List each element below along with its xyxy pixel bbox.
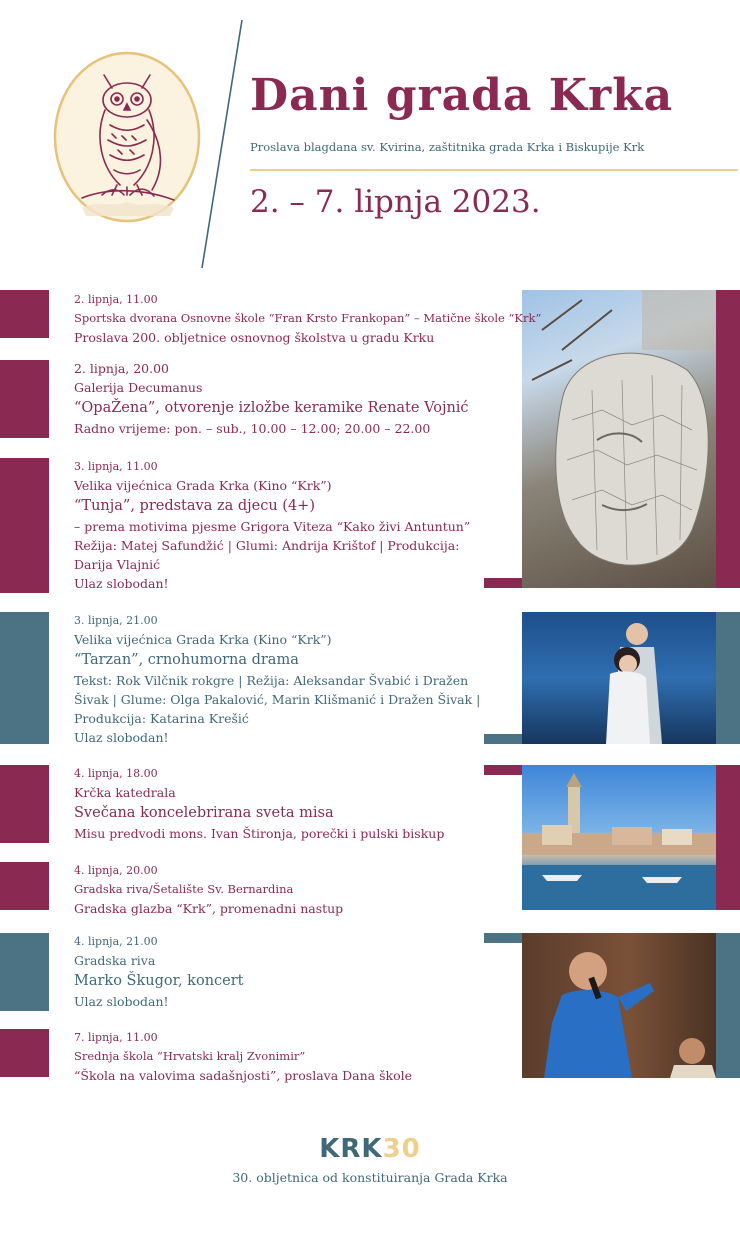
date-range: 2. – 7. lipnja 2023. bbox=[250, 184, 541, 220]
event-date: 2. lipnja, 20.00 bbox=[74, 361, 170, 376]
accent-line bbox=[484, 734, 522, 744]
event-detail: Misu predvodi mons. Ivan Štironja, porečki i pulski biskup bbox=[74, 826, 445, 841]
event-title: Gradska glazba “Krk”, promenadni nastup bbox=[74, 901, 344, 916]
left-bar bbox=[0, 458, 49, 593]
left-bar bbox=[0, 862, 49, 910]
event-detail: Ulaz slobodan! bbox=[74, 576, 169, 591]
logo-number: 30 bbox=[382, 1134, 421, 1164]
event-7 bbox=[74, 932, 244, 1011]
event-title: “Tunja”, predstava za djecu (4+) bbox=[74, 498, 315, 514]
footer-caption: 30. obljetnica od konstituiranja Grada Krka bbox=[232, 1170, 508, 1185]
event-3 bbox=[74, 457, 470, 593]
event-detail: Ulaz slobodan! bbox=[74, 730, 169, 745]
event-8 bbox=[74, 1028, 412, 1085]
marko-skugor-concert-photo bbox=[522, 933, 716, 1078]
tarzan-theatre-photo bbox=[522, 612, 716, 744]
event-detail: – prema motivima pjesme Grigora Viteza “Kako živi Antuntun” bbox=[74, 519, 471, 534]
event-2 bbox=[74, 359, 469, 438]
event-place: Krčka katedrala bbox=[74, 785, 176, 800]
event-place: Velika vijećnica Grada Krka (Kino “Krk”) bbox=[74, 632, 332, 647]
logo-letters: KRK bbox=[319, 1134, 383, 1164]
event-date: 3. lipnja, 21.00 bbox=[74, 614, 158, 627]
event-place: Gradska riva bbox=[74, 953, 156, 968]
left-bar bbox=[0, 612, 49, 744]
event-detail: Ulaz slobodan! bbox=[74, 994, 169, 1009]
ceramic-head-photo bbox=[522, 290, 716, 588]
right-bar bbox=[716, 765, 740, 910]
accent-line bbox=[484, 933, 522, 943]
event-detail: Režija: Matej Safundžić | Glumi: Andrija Krištof | Produkcija: bbox=[74, 538, 460, 553]
left-bar bbox=[0, 1029, 49, 1077]
accent-line bbox=[484, 578, 522, 588]
event-place: Sportska dvorana Osnovne škole “Fran Krsto Frankopan” – Matične škole “Krk” bbox=[74, 311, 542, 325]
event-6 bbox=[74, 861, 343, 918]
event-1 bbox=[74, 290, 541, 347]
event-place: Galerija Decumanus bbox=[74, 380, 203, 395]
event-detail: Darija Vlajnić bbox=[74, 557, 161, 572]
event-title: “Škola na valovima sadašnjosti”, proslava Dana škole bbox=[74, 1068, 413, 1083]
event-title: Marko Škugor, koncert bbox=[74, 973, 244, 989]
gold-rule bbox=[250, 169, 738, 171]
right-bar bbox=[716, 933, 740, 1078]
event-5 bbox=[74, 764, 444, 843]
right-bar bbox=[716, 612, 740, 744]
event-date: 4. lipnja, 20.00 bbox=[74, 864, 158, 877]
event-title: Svečana koncelebrirana sveta misa bbox=[74, 805, 334, 821]
event-detail: Tekst: Rok Vilčnik rokgre | Režija: Aleksandar Švabić i Dražen bbox=[74, 673, 469, 688]
event-date: 4. lipnja, 21.00 bbox=[74, 935, 158, 948]
event-detail: Produkcija: Katarina Krešić bbox=[74, 711, 249, 726]
accent-line bbox=[484, 765, 522, 775]
left-bar bbox=[0, 933, 49, 1011]
event-title: “OpaŽena”, otvorenje izložbe keramike Renate Vojnić bbox=[74, 400, 469, 416]
owl-icon bbox=[52, 50, 202, 225]
owl-emblem bbox=[52, 50, 202, 225]
event-place: Srednja škola “Hrvatski kralj Zvonimir” bbox=[74, 1049, 306, 1063]
event-title: Proslava 200. obljetnice osnovnog školstva u gradu Krku bbox=[74, 330, 435, 345]
event-4 bbox=[74, 611, 480, 747]
left-bar bbox=[0, 360, 49, 438]
event-place: Velika vijećnica Grada Krka (Kino “Krk”) bbox=[74, 478, 332, 493]
right-bar bbox=[716, 290, 740, 588]
event-place: Gradska riva/Šetalište Sv. Bernardina bbox=[74, 882, 294, 896]
event-detail: Radno vrijeme: pon. – sub., 10.00 – 12.00; 20.00 – 22.00 bbox=[74, 421, 431, 436]
event-detail: Šivak | Glume: Olga Pakalović, Marin Klišmanić i Dražen Šivak | bbox=[74, 692, 481, 707]
diagonal-divider bbox=[200, 20, 245, 270]
krk-harbour-photo bbox=[522, 765, 716, 910]
page-subtitle: Proslava blagdana sv. Kvirina, zaštitnika grada Krka i Biskupije Krk bbox=[250, 140, 645, 154]
left-bar bbox=[0, 765, 49, 843]
event-date: 3. lipnja, 11.00 bbox=[74, 460, 158, 473]
left-bar bbox=[0, 290, 49, 338]
event-date: 7. lipnja, 11.00 bbox=[74, 1031, 158, 1044]
event-title: “Tarzan”, crnohumorna drama bbox=[74, 652, 299, 668]
event-date: 4. lipnja, 18.00 bbox=[74, 767, 158, 780]
event-date: 2. lipnja, 11.00 bbox=[74, 293, 158, 306]
krk30-logo bbox=[0, 1134, 740, 1164]
page-title: Dani grada Krka bbox=[250, 70, 674, 121]
